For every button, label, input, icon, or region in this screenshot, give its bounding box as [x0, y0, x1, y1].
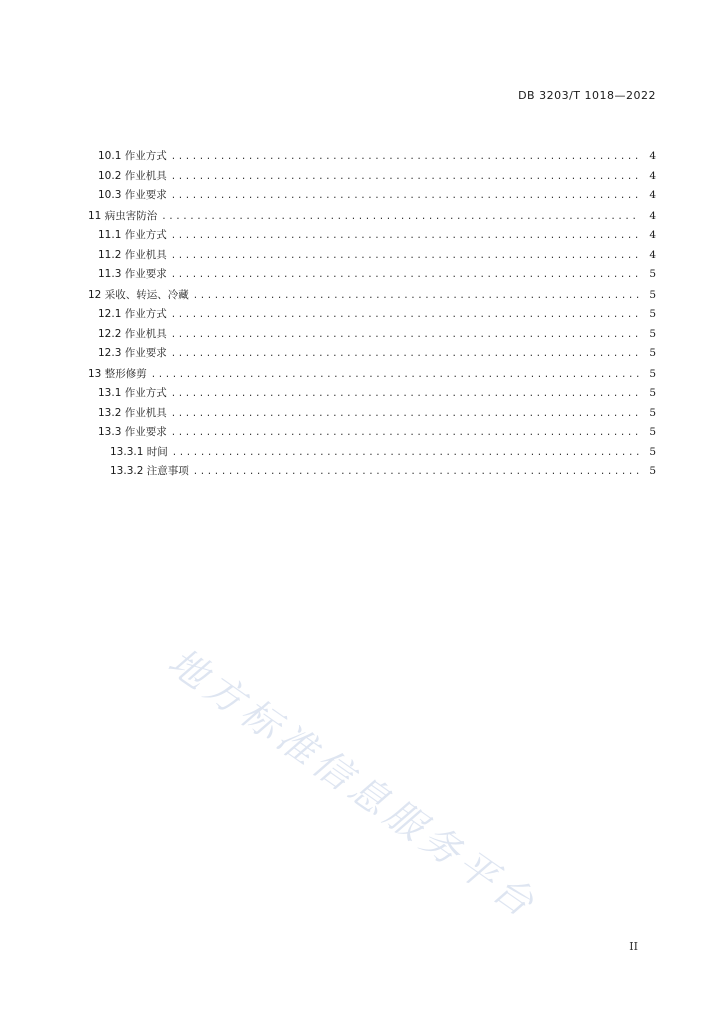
toc-dot-leader — [161, 208, 640, 228]
toc-dot-leader — [171, 306, 640, 326]
table-of-contents — [88, 147, 656, 482]
toc-dot-leader — [151, 366, 640, 386]
toc-dot-leader — [172, 444, 640, 464]
toc-entry-label: 10.1 作业方式 — [98, 150, 167, 162]
toc-page-number: 4 — [649, 169, 656, 182]
toc-entry-label: 13.2 作业机具 — [98, 406, 167, 419]
toc-dot-leader — [171, 345, 640, 365]
toc-dot-leader — [171, 148, 640, 168]
toc-entry-label: 13.3.2 注意事项 — [110, 465, 189, 477]
toc-entry-13[interactable] — [88, 365, 656, 385]
toc-dot-leader — [171, 405, 640, 425]
document-code: DB 3203/T 1018—2022 — [518, 89, 656, 102]
toc-entry-label: 11.2 作业机具 — [98, 248, 167, 261]
toc-page-number: 5 — [649, 268, 656, 280]
toc-entry-11-3[interactable] — [88, 265, 656, 285]
toc-page-number: 4 — [649, 209, 656, 222]
toc-entry-label: 12.3 作业要求 — [98, 347, 167, 359]
toc-entry-label: 11 病虫害防治 — [88, 209, 158, 222]
toc-page-number: 4 — [649, 229, 656, 241]
toc-entry-label: 10.3 作业要求 — [98, 189, 167, 201]
toc-entry-label: 11.1 作业方式 — [98, 229, 167, 241]
toc-dot-leader — [171, 187, 640, 207]
toc-page-number: 5 — [649, 445, 656, 458]
toc-dot-leader — [193, 287, 640, 307]
toc-entry-13-3[interactable] — [88, 423, 656, 443]
toc-entry-label: 12.2 作业机具 — [98, 327, 167, 340]
toc-entry-label: 10.2 作业机具 — [98, 169, 167, 182]
toc-entry-10-1[interactable] — [88, 147, 656, 167]
toc-entry-13-3-2[interactable] — [88, 462, 656, 482]
toc-entry-label: 12 采收、转运、冷藏 — [88, 288, 189, 301]
toc-entry-label: 13.3.1 时间 — [110, 445, 168, 458]
toc-entry-13-1[interactable] — [88, 384, 656, 404]
toc-entry-10-3[interactable] — [88, 186, 656, 206]
toc-page-number: 5 — [649, 347, 656, 359]
toc-dot-leader — [171, 424, 640, 444]
watermark: 地方标准信息服务平台 — [160, 639, 547, 928]
toc-entry-12-3[interactable] — [88, 344, 656, 364]
toc-page-number: 4 — [649, 189, 656, 201]
toc-page-number: 5 — [649, 406, 656, 419]
toc-dot-leader — [171, 326, 640, 346]
toc-entry-13-2[interactable] — [88, 404, 656, 424]
toc-page-number: 5 — [649, 426, 656, 438]
toc-entry-label: 13 整形修剪 — [88, 367, 147, 380]
toc-entry-11[interactable] — [88, 207, 656, 227]
toc-entry-12[interactable] — [88, 286, 656, 306]
toc-dot-leader — [171, 266, 640, 286]
toc-dot-leader — [171, 227, 640, 247]
toc-dot-leader — [193, 463, 640, 483]
toc-page-number: 5 — [649, 308, 656, 320]
toc-entry-label: 13.1 作业方式 — [98, 387, 167, 399]
toc-entry-11-1[interactable] — [88, 226, 656, 246]
toc-entry-label: 13.3 作业要求 — [98, 426, 167, 438]
toc-entry-label: 12.1 作业方式 — [98, 308, 167, 320]
toc-page-number: 5 — [649, 387, 656, 399]
toc-entry-12-2[interactable] — [88, 325, 656, 345]
toc-dot-leader — [171, 247, 640, 267]
toc-entry-11-2[interactable] — [88, 246, 656, 266]
toc-dot-leader — [171, 168, 640, 188]
toc-page-number: 4 — [649, 248, 656, 261]
toc-entry-12-1[interactable] — [88, 305, 656, 325]
page-number: II — [629, 940, 638, 953]
toc-entry-label: 11.3 作业要求 — [98, 268, 167, 280]
toc-page-number: 5 — [649, 288, 656, 301]
toc-page-number: 5 — [649, 465, 656, 477]
toc-entry-10-2[interactable] — [88, 167, 656, 187]
toc-page-number: 5 — [649, 367, 656, 380]
toc-page-number: 5 — [649, 327, 656, 340]
toc-dot-leader — [171, 385, 640, 405]
toc-page-number: 4 — [649, 150, 656, 162]
toc-entry-13-3-1[interactable] — [88, 443, 656, 463]
